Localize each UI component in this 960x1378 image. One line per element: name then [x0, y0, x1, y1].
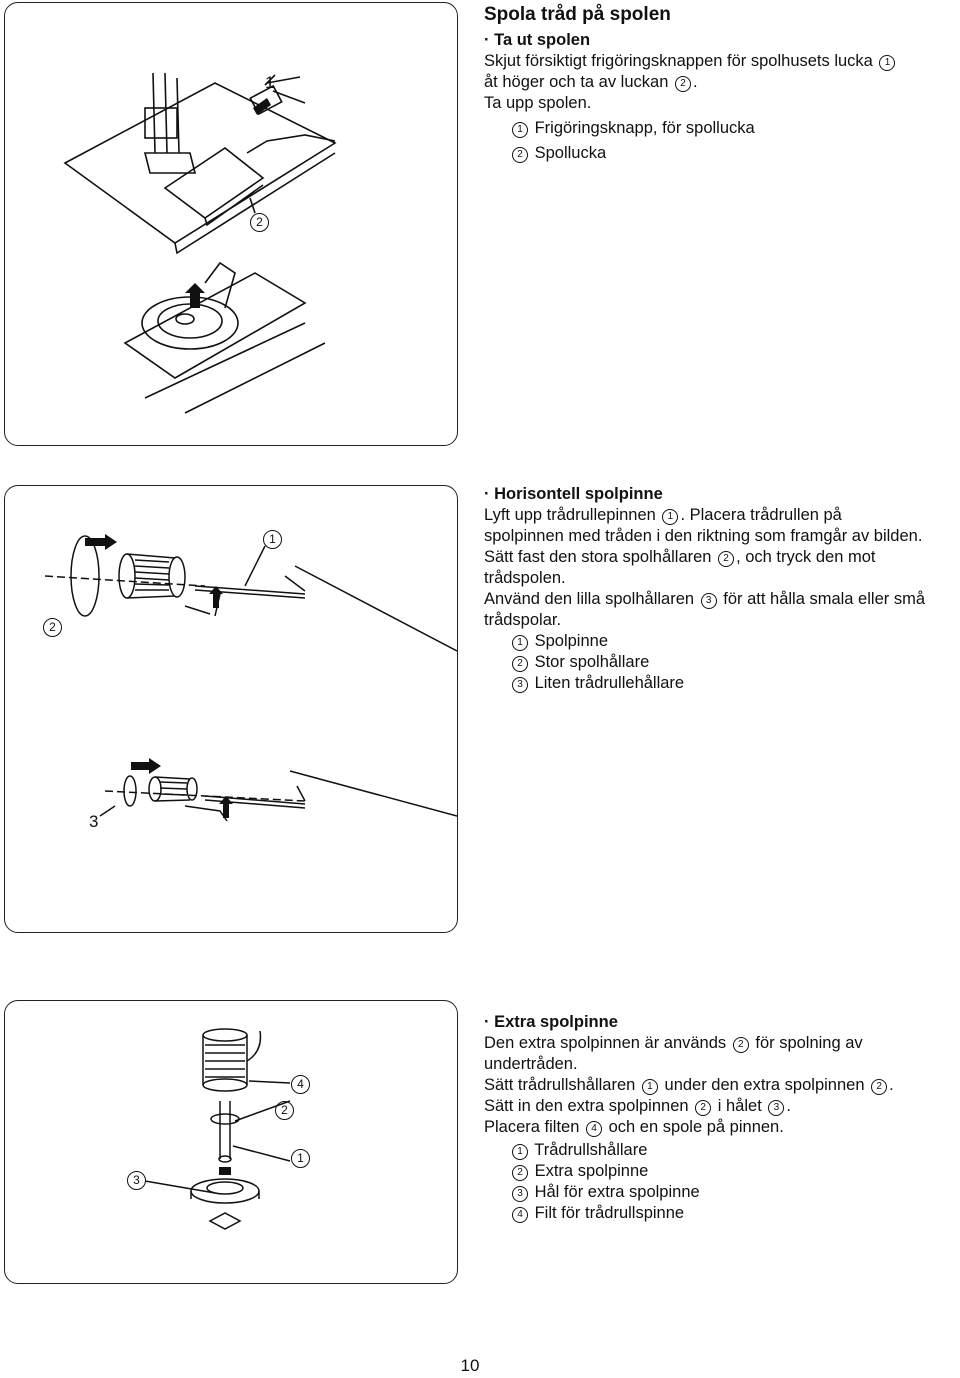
instruction-line: Sätt fast den stora spolhållaren 2 , och tryck den mot	[484, 548, 876, 566]
instruction-line: åt höger och ta av luckan 2 .	[484, 73, 698, 91]
instruction-line: Skjut försiktigt frigöringsknappen för spolhusets lucka 1	[484, 51, 944, 72]
page-number: 10	[460, 1356, 480, 1375]
section-heading: · Horisontell spolpinne	[484, 484, 954, 505]
legend-item: 2 Spollucka	[484, 143, 944, 164]
legend-item: 3 Liten trådrullehållare	[484, 673, 954, 694]
callout-3: 3	[89, 812, 99, 831]
instruction-line: Placera filten 4 och en spole på pinnen.	[484, 1118, 784, 1136]
illustration-remove-bobbin	[4, 2, 458, 446]
legend-item: 2 Stor spolhållare	[484, 652, 954, 673]
illustration-extra-spool-pin	[4, 1000, 458, 1284]
instruction-line: undertråden.	[484, 1055, 578, 1073]
instruction-line: trådspolen.	[484, 569, 566, 587]
callout-3: 3	[127, 1171, 146, 1190]
section-heading: · Ta ut spolen	[484, 30, 944, 51]
instruction-line: Sätt trådrullshållaren 1 under den extra spolpinnen 2 .	[484, 1076, 894, 1094]
legend-item: 3 Hål för extra spolpinne	[484, 1182, 944, 1203]
bobbin-cover-drawing	[5, 3, 457, 445]
spool-pin-drawing	[5, 486, 457, 932]
callout-1: 1	[291, 1149, 310, 1168]
legend-item: 4 Filt för trådrullspinne	[484, 1203, 944, 1224]
instruction-line: Ta upp spolen.	[484, 94, 592, 112]
section-extra-spool-pin	[484, 1012, 944, 1224]
instruction-line: spolpinnen med tråden i den riktning som framgår av bilden.	[484, 527, 923, 545]
legend-item: 1 Frigöringsknapp, för spollucka	[484, 118, 944, 139]
callout-2: 2	[43, 618, 62, 637]
callout-4: 4	[291, 1075, 310, 1094]
instruction-line: Sätt in den extra spolpinnen 2 i hålet 3 .	[484, 1097, 791, 1115]
instruction-line: trådspolar.	[484, 611, 562, 629]
page-title: Spola tråd på spolen	[484, 4, 671, 25]
legend-item: 1 Spolpinne	[484, 631, 954, 652]
callout-1: 1	[263, 530, 282, 549]
callout-1: 1	[265, 73, 275, 92]
callout-2: 2	[250, 213, 269, 232]
instruction-line: Den extra spolpinnen är används 2 för spolning av	[484, 1034, 863, 1052]
instruction-line: Lyft upp trådrullepinnen 1 . Placera trådrullen på	[484, 506, 842, 524]
section-heading: · Extra spolpinne	[484, 1012, 944, 1033]
instruction-line: Använd den lilla spolhållaren 3 för att hålla smala eller små	[484, 590, 925, 608]
legend-item: 1 Trådrullshållare	[484, 1140, 944, 1161]
legend-item: 2 Extra spolpinne	[484, 1161, 944, 1182]
illustration-horizontal-spool-pin	[4, 485, 458, 933]
section-remove-bobbin	[484, 30, 944, 164]
extra-pin-drawing	[5, 1001, 457, 1283]
section-horizontal-spool-pin	[484, 484, 954, 694]
callout-2: 2	[275, 1101, 294, 1120]
